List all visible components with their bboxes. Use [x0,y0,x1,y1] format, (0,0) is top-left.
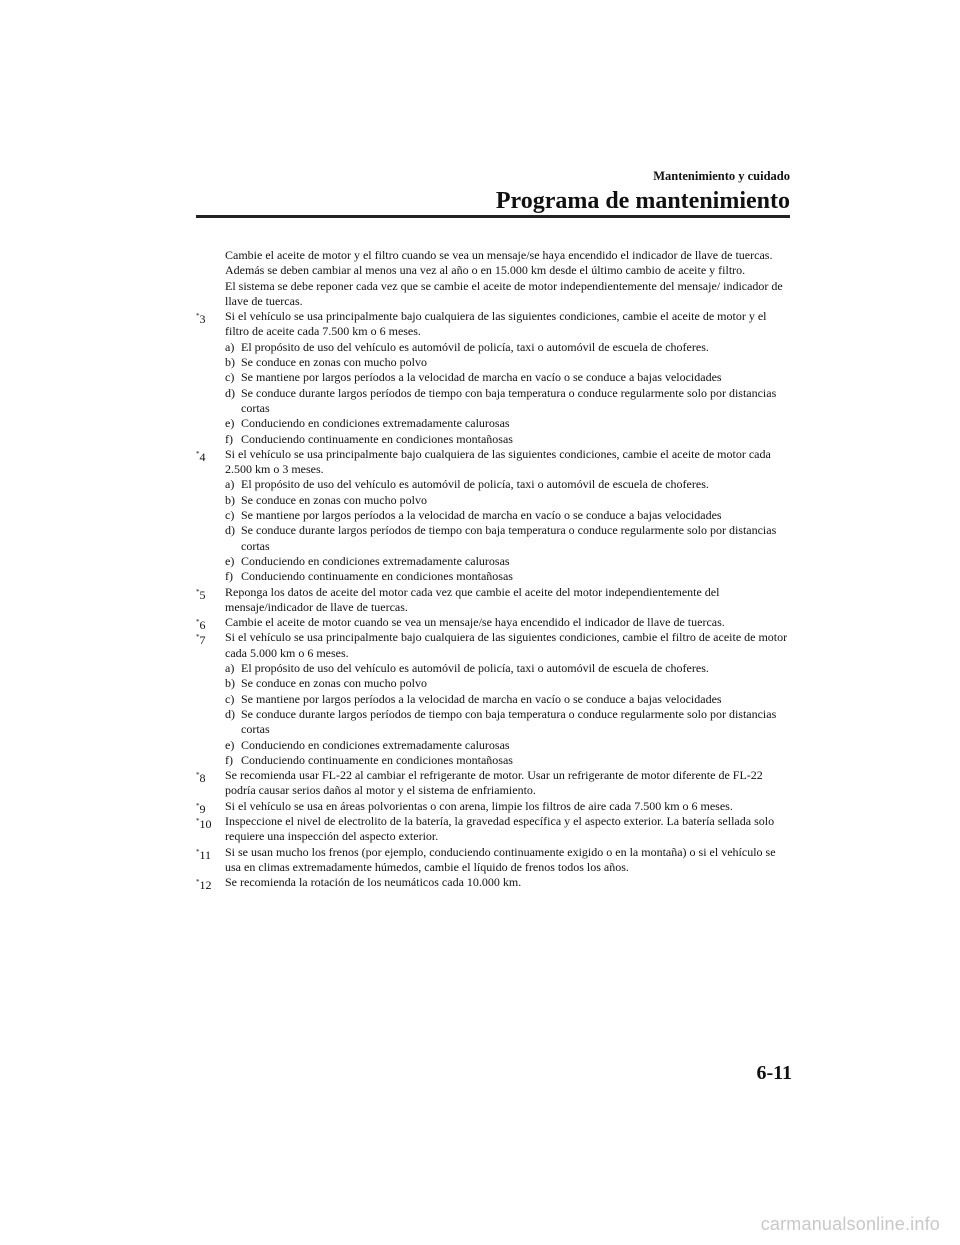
footnote-text: Si el vehículo se usa principalmente bajo cualquiera de las siguientes condiciones, cambie el aceite de motor cada 2.500 km o 3 meses. [225,446,771,477]
footnote [196,814,792,845]
footnote-marker: * [196,801,200,810]
footnote-marker: * [196,816,200,825]
condition-item [225,493,792,508]
page-number: 6-11 [756,1062,792,1084]
footnote-number [196,309,206,327]
footnote-number-text: 5 [199,587,206,602]
page-title: Programa de mantenimiento [495,188,790,214]
footnote-number-text: 10 [199,816,212,831]
condition-label: c) [225,370,235,385]
footnote [196,630,792,768]
condition-text: Se conduce en zonas con mucho polvo [241,492,427,507]
intro-paragraph: El sistema se debe reponer cada vez que se cambie el aceite de motor independientemente del mensaje/ indicador de llave de tuercas. [225,278,783,308]
footnote-text: Si el vehículo se usa en áreas polvorientas o con arena, limpie los filtros de aire cada 7.500 km o 6 meses. [225,798,733,813]
condition-label: a) [225,477,235,492]
footnote-number-text: 7 [199,633,206,648]
condition-item [225,692,792,707]
footnote-marker: * [196,878,200,887]
footnote-number [196,768,206,786]
condition-item [225,355,792,370]
condition-text: El propósito de uso del vehículo es automóvil de policía, taxi o automóvil de escuela de choferes. [241,339,709,354]
condition-label: e) [225,416,235,431]
footnote-list [196,309,792,893]
footnote-text: Cambie el aceite de motor cuando se vea un mensaje/se haya encendido el indicador de llave de tuercas. [225,615,725,630]
condition-label: d) [225,706,235,721]
footnote-marker: * [196,847,200,856]
condition-text: Se conduce durante largos períodos de tiempo con baja temperatura o conduce regularmente solo por distancias cortas [241,523,777,553]
footnote-text: Se recomienda usar FL-22 al cambiar el refrigerante de motor. Usar un refrigerante de motor diferente de FL-22 podría causar serios daños al motor y el sistema de enfriamiento. [225,768,763,798]
condition-item [225,477,792,492]
footnote-number-text: 4 [199,449,206,464]
condition-item [225,753,792,768]
condition-text: Conduciendo en condiciones extremadamente calurosas [241,737,510,752]
footnote-text: Si el vehículo se usa principalmente bajo cualquiera de las siguientes condiciones, cambie el aceite de motor y el filtro de aceite cada 7.500 km o 6 meses. [225,309,767,339]
watermark: carmanualsonline.info [760,1214,940,1234]
footnote-number [196,585,206,603]
condition-label: e) [225,737,235,752]
intro-paragraph: Cambie el aceite de motor y el filtro cuando se vea un mensaje/se haya encendido el indicador de llave de tuercas. Además se deben cambiar al menos una vez al año o en 15.000 km desde el último cambio de aceite y filtro. [225,248,773,278]
footnote [196,845,792,876]
condition-label: c) [225,691,235,706]
condition-item [225,340,792,355]
header-rule [196,215,790,218]
footnote-marker: * [196,633,200,642]
condition-label: f) [225,431,233,446]
condition-item [225,569,792,584]
condition-text: Se conduce durante largos períodos de tiempo con baja temperatura o conduce regularmente solo por distancias cortas [241,385,777,415]
condition-text: Conduciendo en condiciones extremadamente calurosas [241,553,510,568]
condition-label: d) [225,523,235,538]
condition-text: Se conduce en zonas con mucho polvo [241,355,427,370]
footnote-text: Reponga los datos de aceite del motor cada vez que cambie el aceite del motor independientemente del mensaje/indicador de llave de tuercas. [225,584,720,614]
footnote [196,309,792,447]
footnote [196,615,792,633]
page-content [196,248,792,893]
footnote-number-text: 6 [199,618,206,633]
footnote [196,875,792,893]
footnote-marker: * [196,449,200,458]
footnote-marker: * [196,771,200,780]
condition-item [225,386,792,417]
footnote [196,585,792,616]
condition-label: b) [225,355,235,370]
condition-text: Conduciendo en condiciones extremadamente calurosas [241,416,510,431]
condition-item [225,676,792,691]
footnote-text: Si se usan mucho los frenos (por ejemplo, conduciendo continuamente exigido o en la montaña) o si el vehículo se usa en climas extremadamente húmedos, cambie el líquido de frenos todos los años. [225,844,776,874]
condition-text: Se mantiene por largos períodos a la velocidad de marcha en vacío o se conduce a bajas velocidades [241,508,722,523]
condition-label: e) [225,553,235,568]
condition-text: Conduciendo continuamente en condiciones montañosas [241,431,513,446]
condition-item [225,508,792,523]
footnote-number [196,845,211,863]
condition-label: b) [225,676,235,691]
condition-item [225,432,792,447]
condition-label: d) [225,385,235,400]
footnote-number [196,630,206,648]
footnote-number-text: 8 [199,771,206,786]
intro-block [196,248,792,309]
condition-label: a) [225,661,235,676]
condition-text: El propósito de uso del vehículo es automóvil de policía, taxi o automóvil de escuela de choferes. [241,661,709,676]
footnote [196,799,792,814]
condition-label: c) [225,508,235,523]
footnote-number [196,447,206,465]
page-header [496,168,790,216]
condition-item [225,554,792,569]
condition-label: a) [225,339,235,354]
footnote-text: Si el vehículo se usa principalmente bajo cualquiera de las siguientes condiciones, cambie el filtro de aceite de motor cada 5.000 km o 6 meses. [225,630,788,660]
footnote [196,447,792,585]
condition-label: f) [225,569,233,584]
footnote-number [196,875,212,893]
footnote [196,768,792,799]
footnote-marker: * [196,618,200,627]
footnote-number-text: 3 [199,312,206,327]
condition-text: Se mantiene por largos períodos a la velocidad de marcha en vacío o se conduce a bajas velocidades [241,691,722,706]
condition-item [225,370,792,385]
condition-text: Conduciendo continuamente en condiciones montañosas [241,752,513,767]
footnote-number-text: 12 [199,878,212,893]
footnote-number-text: 9 [199,801,206,816]
condition-text: Se conduce en zonas con mucho polvo [241,676,427,691]
condition-text: Se mantiene por largos períodos a la velocidad de marcha en vacío o se conduce a bajas velocidades [241,370,722,385]
footnote-number-text: 11 [199,847,212,862]
condition-label: f) [225,752,233,767]
footnote-marker: * [196,312,200,321]
condition-text: Se conduce durante largos períodos de tiempo con baja temperatura o conduce regularmente solo por distancias cortas [241,706,777,737]
condition-item [225,416,792,431]
condition-item [225,523,792,554]
footnote-marker: * [196,587,200,596]
section-name: Mantenimiento y cuidado [653,169,790,183]
condition-text: El propósito de uso del vehículo es automóvil de policía, taxi o automóvil de escuela de choferes. [241,477,709,492]
condition-label: b) [225,492,235,507]
footnote-text: Inspeccione el nivel de electrolito de la batería, la gravedad específica y el aspecto exterior. La batería sellada solo requiere una inspección del aspecto exterior. [225,813,775,844]
condition-text: Conduciendo continuamente en condiciones montañosas [241,569,513,584]
condition-item [225,738,792,753]
footnote-number [196,814,212,832]
condition-item [225,707,792,738]
condition-item [225,661,792,676]
footnote-text: Se recomienda la rotación de los neumáticos cada 10.000 km. [225,875,522,890]
